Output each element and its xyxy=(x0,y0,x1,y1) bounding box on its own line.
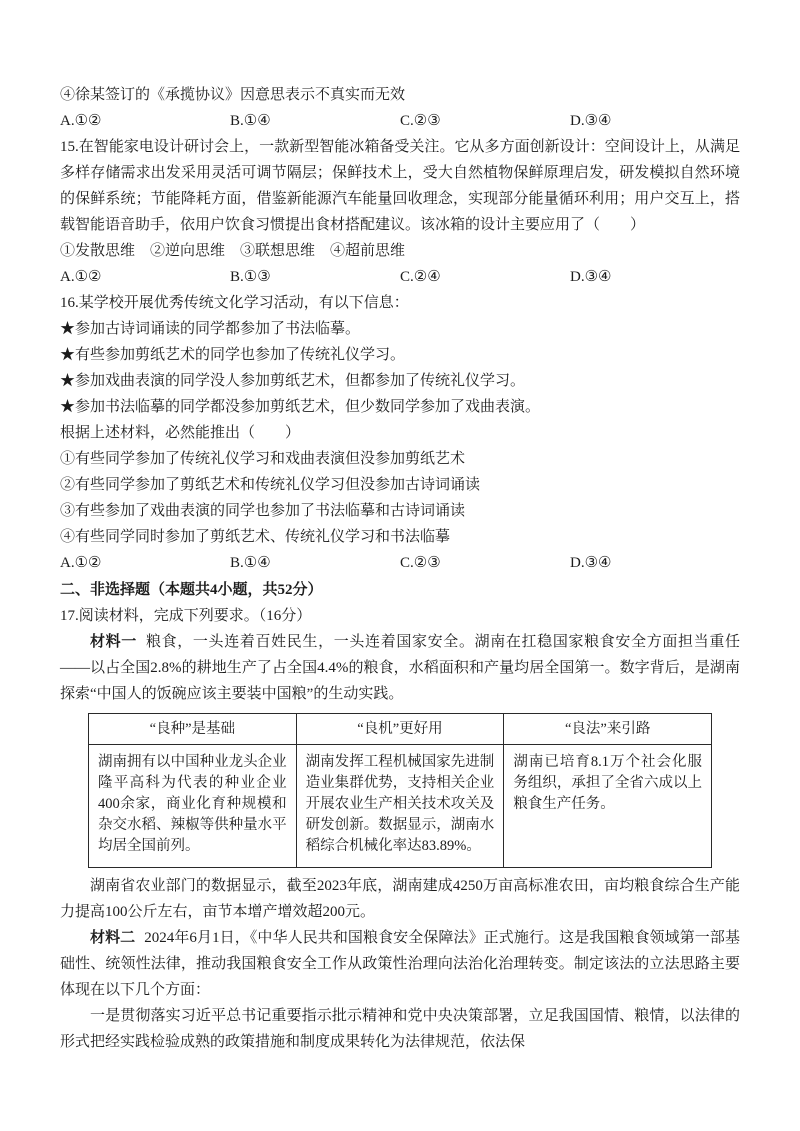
q17-after-table-paragraph: 湖南省农业部门的数据显示，截至2023年底，湖南建成4250万亩高标准农田，亩均粮食综合生产能力提高100公斤左右，亩节本增产增效超200元。 xyxy=(60,878,740,920)
material1-label: 材料一 xyxy=(90,634,137,650)
material2-label: 材料二 xyxy=(90,930,136,946)
table-cell-seed: 湖南拥有以中国种业龙头企业隆平高科为代表的种业企业400余家，商业化育种规模和杂交水稻、辣椒等供种量水平均居全国前列。 xyxy=(89,745,297,868)
q16-stem: 16.某学校开展优秀传统文化学习活动，有以下信息： xyxy=(60,295,409,311)
q15-answer-c: C.②④ xyxy=(400,269,441,285)
q16-answer-a: A.①② xyxy=(60,555,102,571)
q16-fact-1: ★参加古诗词诵读的同学都参加了书法临摹。 xyxy=(60,321,361,337)
material1-text: 粮食，一头连着百姓民生，一头连着国家安全。湖南在扛稳国家粮食安全方面担当重任——以占全国2.8%的耕地生产了占全国4.4%的粮食，水稻面积和产量均居全国第一。数字背后，是湖南探索“中国人的饭碗应该主要装中国粮”的生动实践。 xyxy=(60,634,740,702)
table-cell-method: 湖南已培育8.1万个社会化服务组织，承担了全省六成以上粮食生产任务。 xyxy=(504,745,712,868)
q16-fact-2: ★有些参加剪纸艺术的同学也参加了传统礼仪学习。 xyxy=(60,347,406,363)
q15-answer-row xyxy=(60,264,740,290)
q16-fact-3: ★参加戏曲表演的同学没人参加剪纸艺术，但都参加了传统礼仪学习。 xyxy=(60,373,526,389)
q14-answer-a: A.①② xyxy=(60,113,102,129)
q15-answer-a: A.①② xyxy=(60,269,102,285)
q17-material2-paragraph xyxy=(60,925,740,1003)
table-cell-machine: 湖南发挥工程机械国家先进制造业集群优势，支持相关企业开展农业生产相关技术攻关及研发创新。数据显示，湖南水稻综合机械化率达83.89%。 xyxy=(296,745,504,868)
q14-answer-c: C.②③ xyxy=(400,113,441,129)
q14-option-4: ④徐某签订的《承揽协议》因意思表示不真实而无效 xyxy=(60,87,406,103)
material1-table xyxy=(88,713,712,868)
q16-lead: 根据上述材料，必然能推出（ ） xyxy=(60,425,301,441)
q16-answer-c: C.②③ xyxy=(400,555,441,571)
q17-lead: 17.阅读材料，完成下列要求。（16分） xyxy=(60,608,312,624)
q16-answer-d: D.③④ xyxy=(570,555,612,571)
q16-fact-4: ★参加书法临摹的同学都没参加剪纸艺术，但少数同学参加了戏曲表演。 xyxy=(60,399,541,415)
q15-answer-b: B.①③ xyxy=(230,269,271,285)
q16-option-4: ④有些同学同时参加了剪纸艺术、传统礼仪学习和书法临摹 xyxy=(60,529,451,545)
q15-options: ①发散思维 ②逆向思维 ③联想思维 ④超前思维 xyxy=(60,243,406,259)
material2-text: 2024年6月1日，《中华人民共和国粮食安全保障法》正式施行。这是我国粮食领域第一部基础性、统领性法律，推动我国粮食安全工作从政策性治理向法治化治理转变。制定该法的立法思路主要体现在以下几个方面： xyxy=(60,930,740,998)
table-header-row xyxy=(89,714,712,745)
q14-answer-row xyxy=(60,108,740,134)
table-header-method: “良法”来引路 xyxy=(504,714,712,745)
table-header-machine: “良机”更好用 xyxy=(296,714,504,745)
q16-option-3: ③有些参加了戏曲表演的同学也参加了书法临摹和古诗词诵读 xyxy=(60,503,466,519)
table-body-row xyxy=(89,745,712,868)
q14-answer-b: B.①④ xyxy=(230,113,271,129)
q15-answer-d: D.③④ xyxy=(570,269,612,285)
q15-stem: 15.在智能家电设计研讨会上，一款新型智能冰箱备受关注。它从多方面创新设计：空间设计上，从满足多样存储需求出发采用灵活可调节隔层；保鲜技术上，受大自然植物保鲜原理启发，研发模拟自然环境的保鲜系统；节能降耗方面，借鉴新能源汽车能量回收理念，实现部分能量循环利用；用户交互上，搭载智能语音助手，依用户饮食习惯提出食材搭配建议。该冰箱的设计主要应用了（ ） xyxy=(60,139,740,233)
q16-answer-row xyxy=(60,550,740,576)
q17-final-paragraph: 一是贯彻落实习近平总书记重要指示批示精神和党中央决策部署，立足我国国情、粮情，以法律的形式把经实践检验成熟的政策措施和制度成果转化为法律规范，依法保 xyxy=(60,1008,740,1050)
q16-option-1: ①有些同学参加了传统礼仪学习和戏曲表演但没参加剪纸艺术 xyxy=(60,451,466,467)
section2-title: 二、非选择题（本题共4小题，共52分） xyxy=(60,582,323,598)
q16-answer-b: B.①④ xyxy=(230,555,271,571)
q14-answer-d: D.③④ xyxy=(570,113,612,129)
table-header-seed: “良种”是基础 xyxy=(89,714,297,745)
q17-material1-paragraph xyxy=(60,629,740,707)
q16-option-2: ②有些同学参加了剪纸艺术和传统礼仪学习但没参加古诗词诵读 xyxy=(60,477,481,493)
